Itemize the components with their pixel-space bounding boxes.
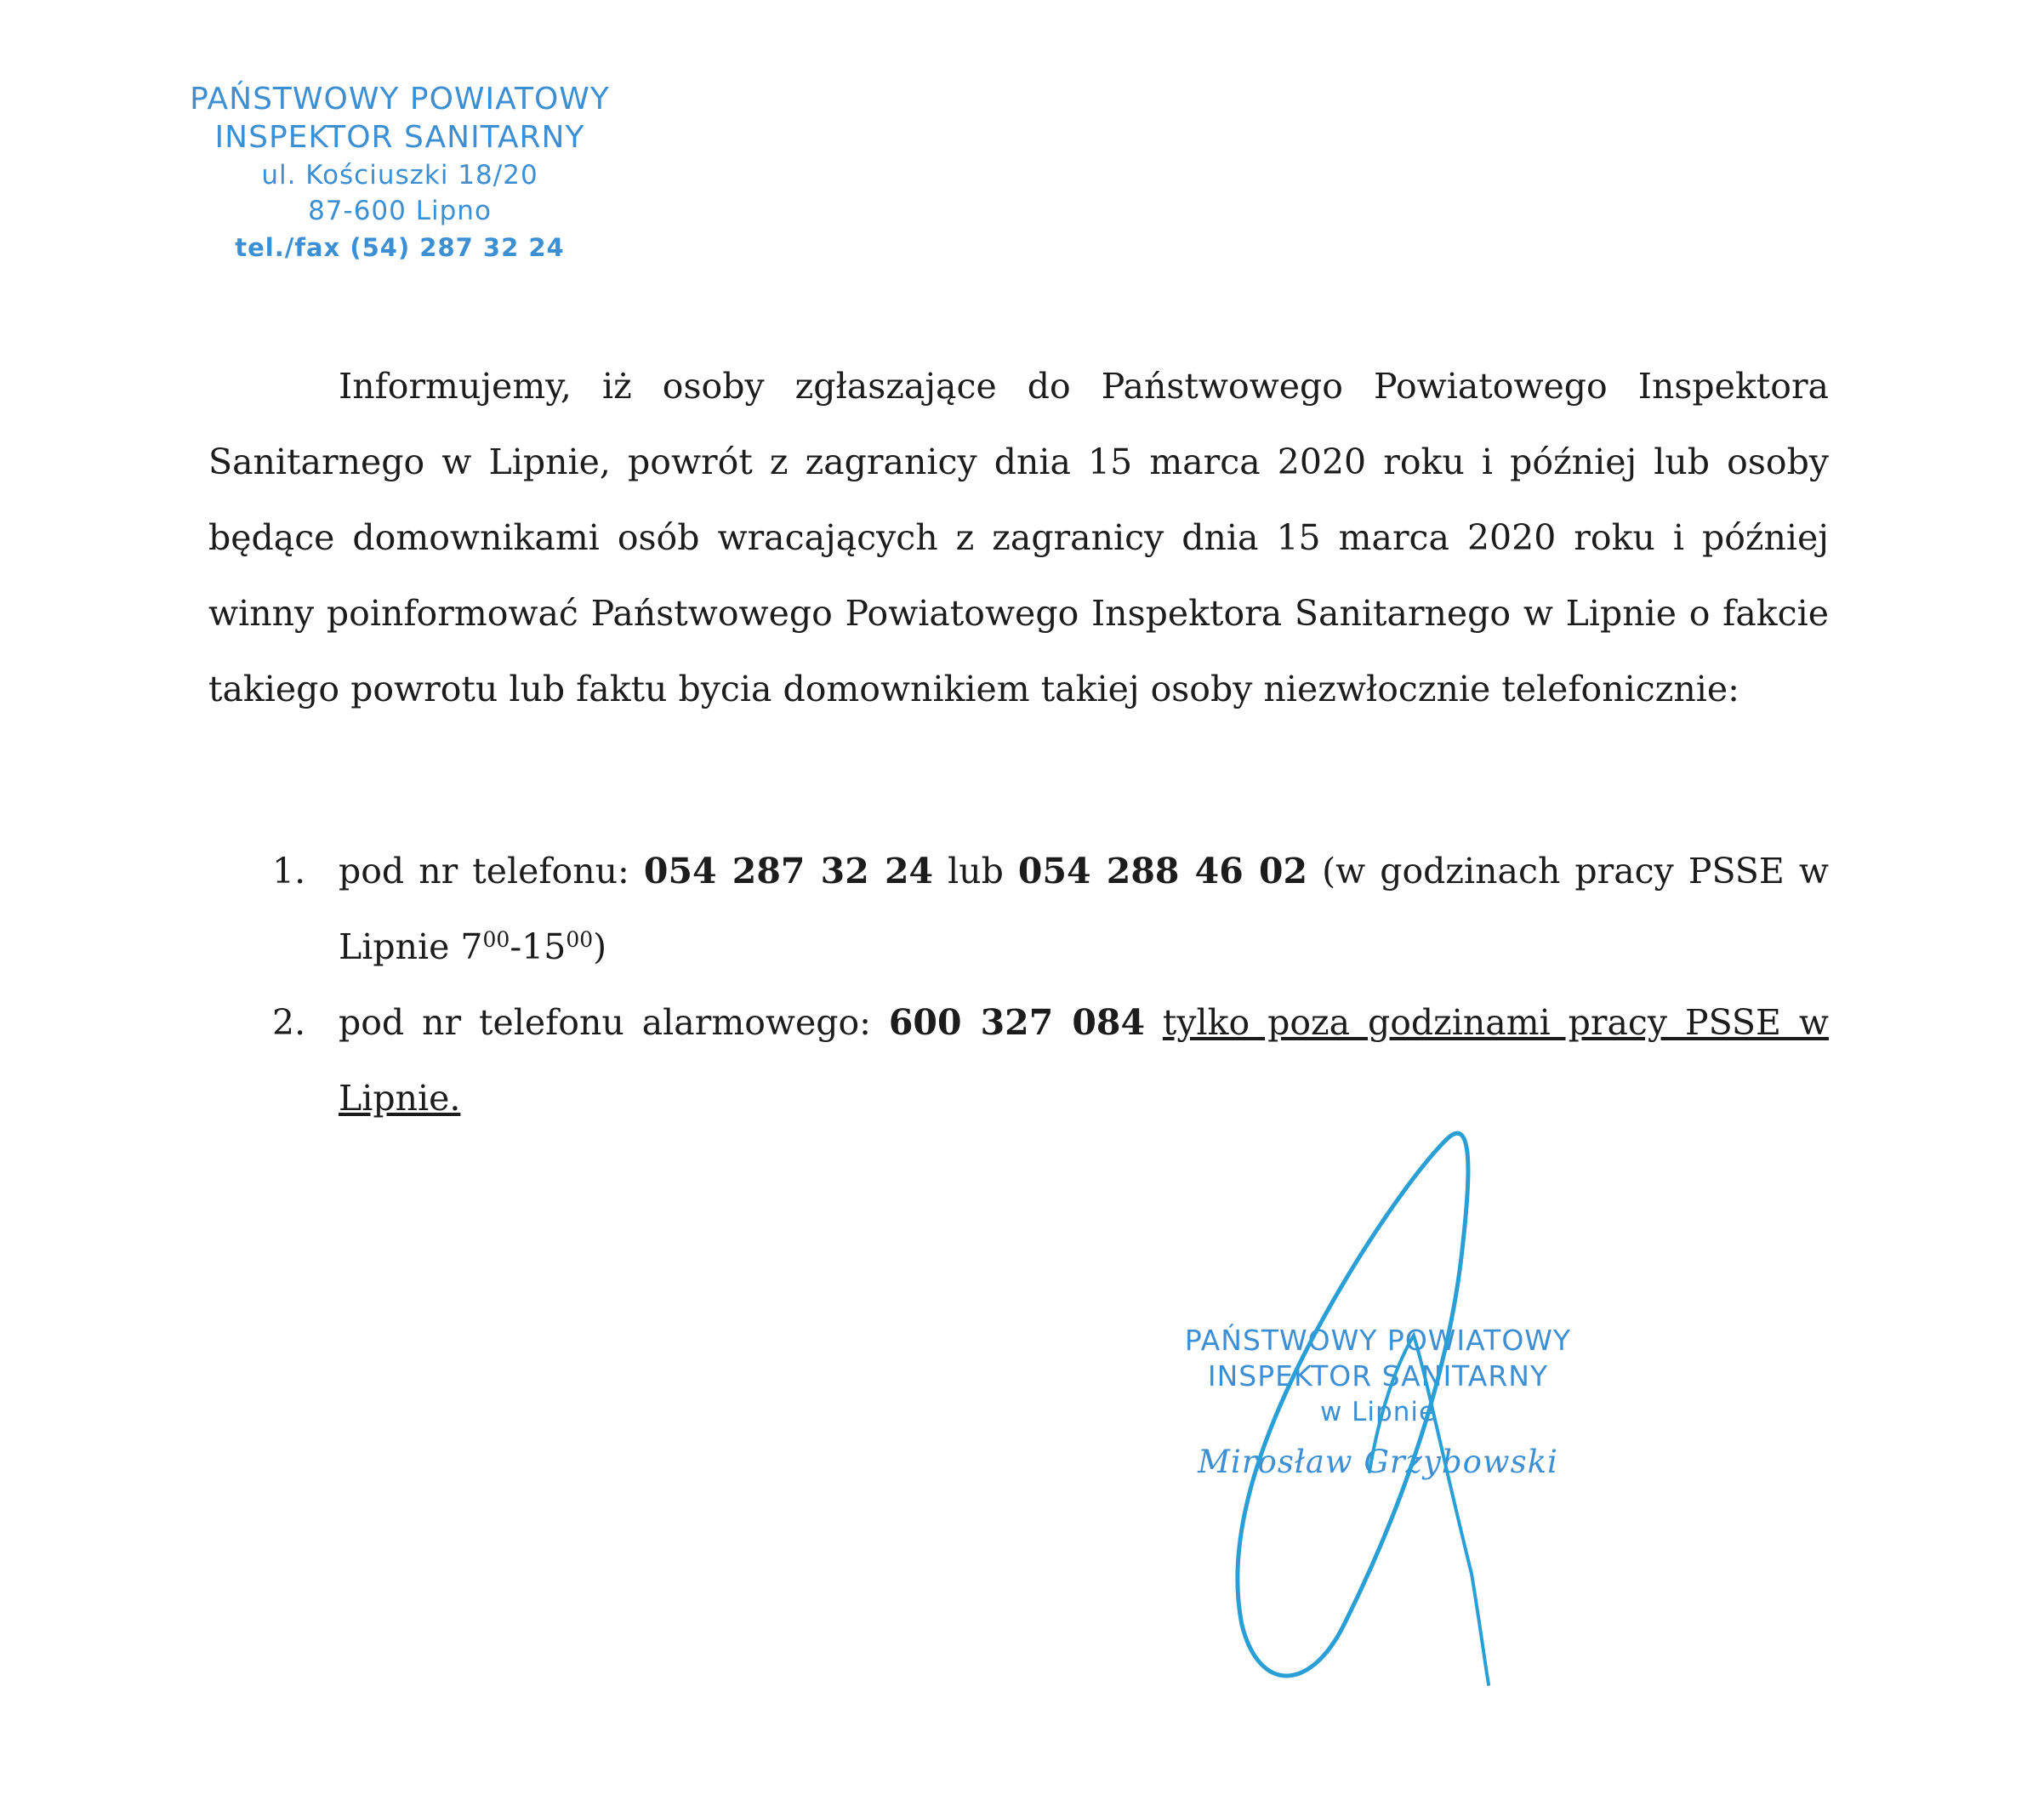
stamp-line-title: INSPEKTOR SANITARNY <box>214 120 585 155</box>
sig-stamp-line-title: INSPEKTOR SANITARNY <box>1207 1359 1549 1393</box>
sig-stamp-line-institution: PAŃSTWOWY POWIATOWY <box>1184 1324 1572 1357</box>
contact-item-1 <box>208 834 1829 985</box>
hour-start-superscript: 00 <box>482 927 510 952</box>
contact-item-2 <box>208 985 1829 1136</box>
list-number: 1. <box>272 851 306 891</box>
handwritten-signature <box>1191 1114 1548 1693</box>
sig-stamp-line-city: w Lipnie <box>1319 1397 1437 1427</box>
after-hours-note: tylko poza godzinami pracy PSSE w Lipnie. <box>339 1002 1829 1119</box>
header-stamp <box>128 81 672 266</box>
stamp-line-institution: PAŃSTWOWY POWIATOWY <box>190 82 610 117</box>
contact-prefix: pod nr telefonu: <box>339 851 644 891</box>
phone-number-alarm: 600 327 084 <box>888 1002 1145 1043</box>
contact-prefix: pod nr telefonu alarmowego: <box>339 1002 889 1043</box>
contact-space <box>1145 1002 1163 1043</box>
stamp-line-street: ul. Kościuszki 18/20 <box>261 160 538 191</box>
hour-end-superscript: 00 <box>566 927 594 952</box>
hour-dash: -15 <box>510 926 567 967</box>
working-hours-text: (w godzinach pracy PSSE w Lipnie 7 <box>339 851 1829 967</box>
hours-close: ) <box>593 926 607 967</box>
list-number: 2. <box>272 1002 306 1043</box>
stamp-line-city: 87-600 Lipno <box>308 196 492 226</box>
notice-paragraph: Informujemy, iż osoby zgłaszające do Państwowego Powiatowego Inspektora Sanitarnego w Lipnie, powrót z zagranicy dnia 15 marca 2020 roku i później lub osoby będące domownikami osób wracających z zagranicy dnia 15 marca 2020 roku i później winny poinformować Państwowego Powiatowego Inspektora Sanitarnego w Lipnie o fakcie takiego powrotu lub faktu bycia domownikiem takiej osoby niezwłocznie telefonicznie: <box>208 366 1829 709</box>
sig-stamp-name: Mirosław Grzybowski <box>1198 1444 1558 1480</box>
contact-joiner: lub <box>933 851 1018 891</box>
phone-number-secondary: 054 288 46 02 <box>1017 851 1308 891</box>
phone-number-primary: 054 287 32 24 <box>643 851 934 891</box>
stamp-line-phone: tel./fax (54) 287 32 24 <box>235 233 565 262</box>
contact-list <box>208 834 1829 1136</box>
